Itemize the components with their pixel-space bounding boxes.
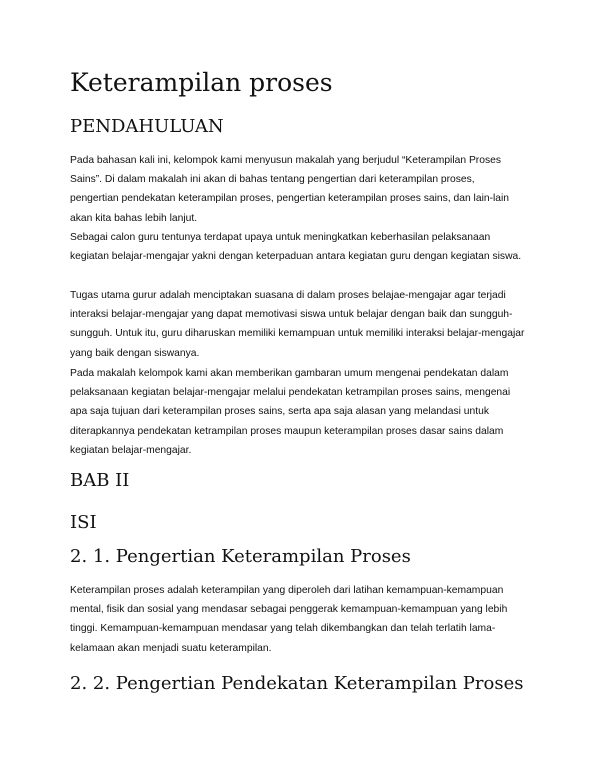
- paragraph-pendahuluan-4: Pada makalah kelompok kami akan memberikan gambaran umum mengenai pendekatan dalam pelaksanaan kegiatan belajar-mengajar melalui pendekatan ketrampilan proses sains, mengenai apa saja tujuan dari keterampilan proses sains, serta apa saja alasan yang melandasi untuk diterapkannya pendekatan ketrampilan proses maupun keterampilan proses dasar sains dalam kegiatan belajar-mengajar.: [70, 368, 511, 456]
- paragraph-pendahuluan-3: Tugas utama gurur adalah menciptakan suasana di dalam proses belajae-mengajar agar terjadi interaksi belajar-mengajar yang dapat memotivasi siswa untuk belajar dengan baik dan sungguh-sungguh. Untuk itu, guru diharuskan memiliki kemampuan untuk memiliki interaksi belajar-mengajar yang baik dengan siswanya.: [70, 290, 525, 359]
- paragraph-pendahuluan-1: Pada bahasan kali ini, kelompok kami menyusun makalah yang berjudul “Keterampilan Proses Sains”. Di dalam makalah ini akan di bahas tentang pengertian dari keterampilan proses, pengertian pendekatan keterampilan proses, pengertian keterampilan proses sains, dan lain-lain akan kita bahas lebih lanjut.: [70, 155, 510, 224]
- paragraph-pendahuluan-2: Sebagai calon guru tentunya terdapat upaya untuk meningkatkan keberhasilan pelaksanaan kegiatan belajar-mengajar yakni dengan keterpaduan antara kegiatan guru dengan kegiatan siswa.: [70, 232, 522, 263]
- heading-2-1: 2. 1. Pengertian Keterampilan Proses: [70, 546, 411, 567]
- document-title: Keterampilan proses: [70, 68, 333, 97]
- heading-bab-ii: BAB II: [70, 470, 130, 491]
- heading-pendahuluan: PENDAHULUAN: [70, 116, 224, 137]
- paragraph-2-1: Keterampilan proses adalah keterampilan yang diperoleh dari latihan kemampuan-kemampuan mental, fisik dan sosial yang mendasar sebagai penggerak kemampuan-kemampuan yang lebih tinggi. Kemampuan-kemampuan mendasar yang telah dikembangkan dan telah terlatih lama-kelamaan akan menjadi suatu keterampilan.: [70, 585, 508, 654]
- heading-2-2: 2. 2. Pengertian Pendekatan Keterampilan Proses: [70, 673, 524, 694]
- heading-isi: ISI: [70, 512, 97, 533]
